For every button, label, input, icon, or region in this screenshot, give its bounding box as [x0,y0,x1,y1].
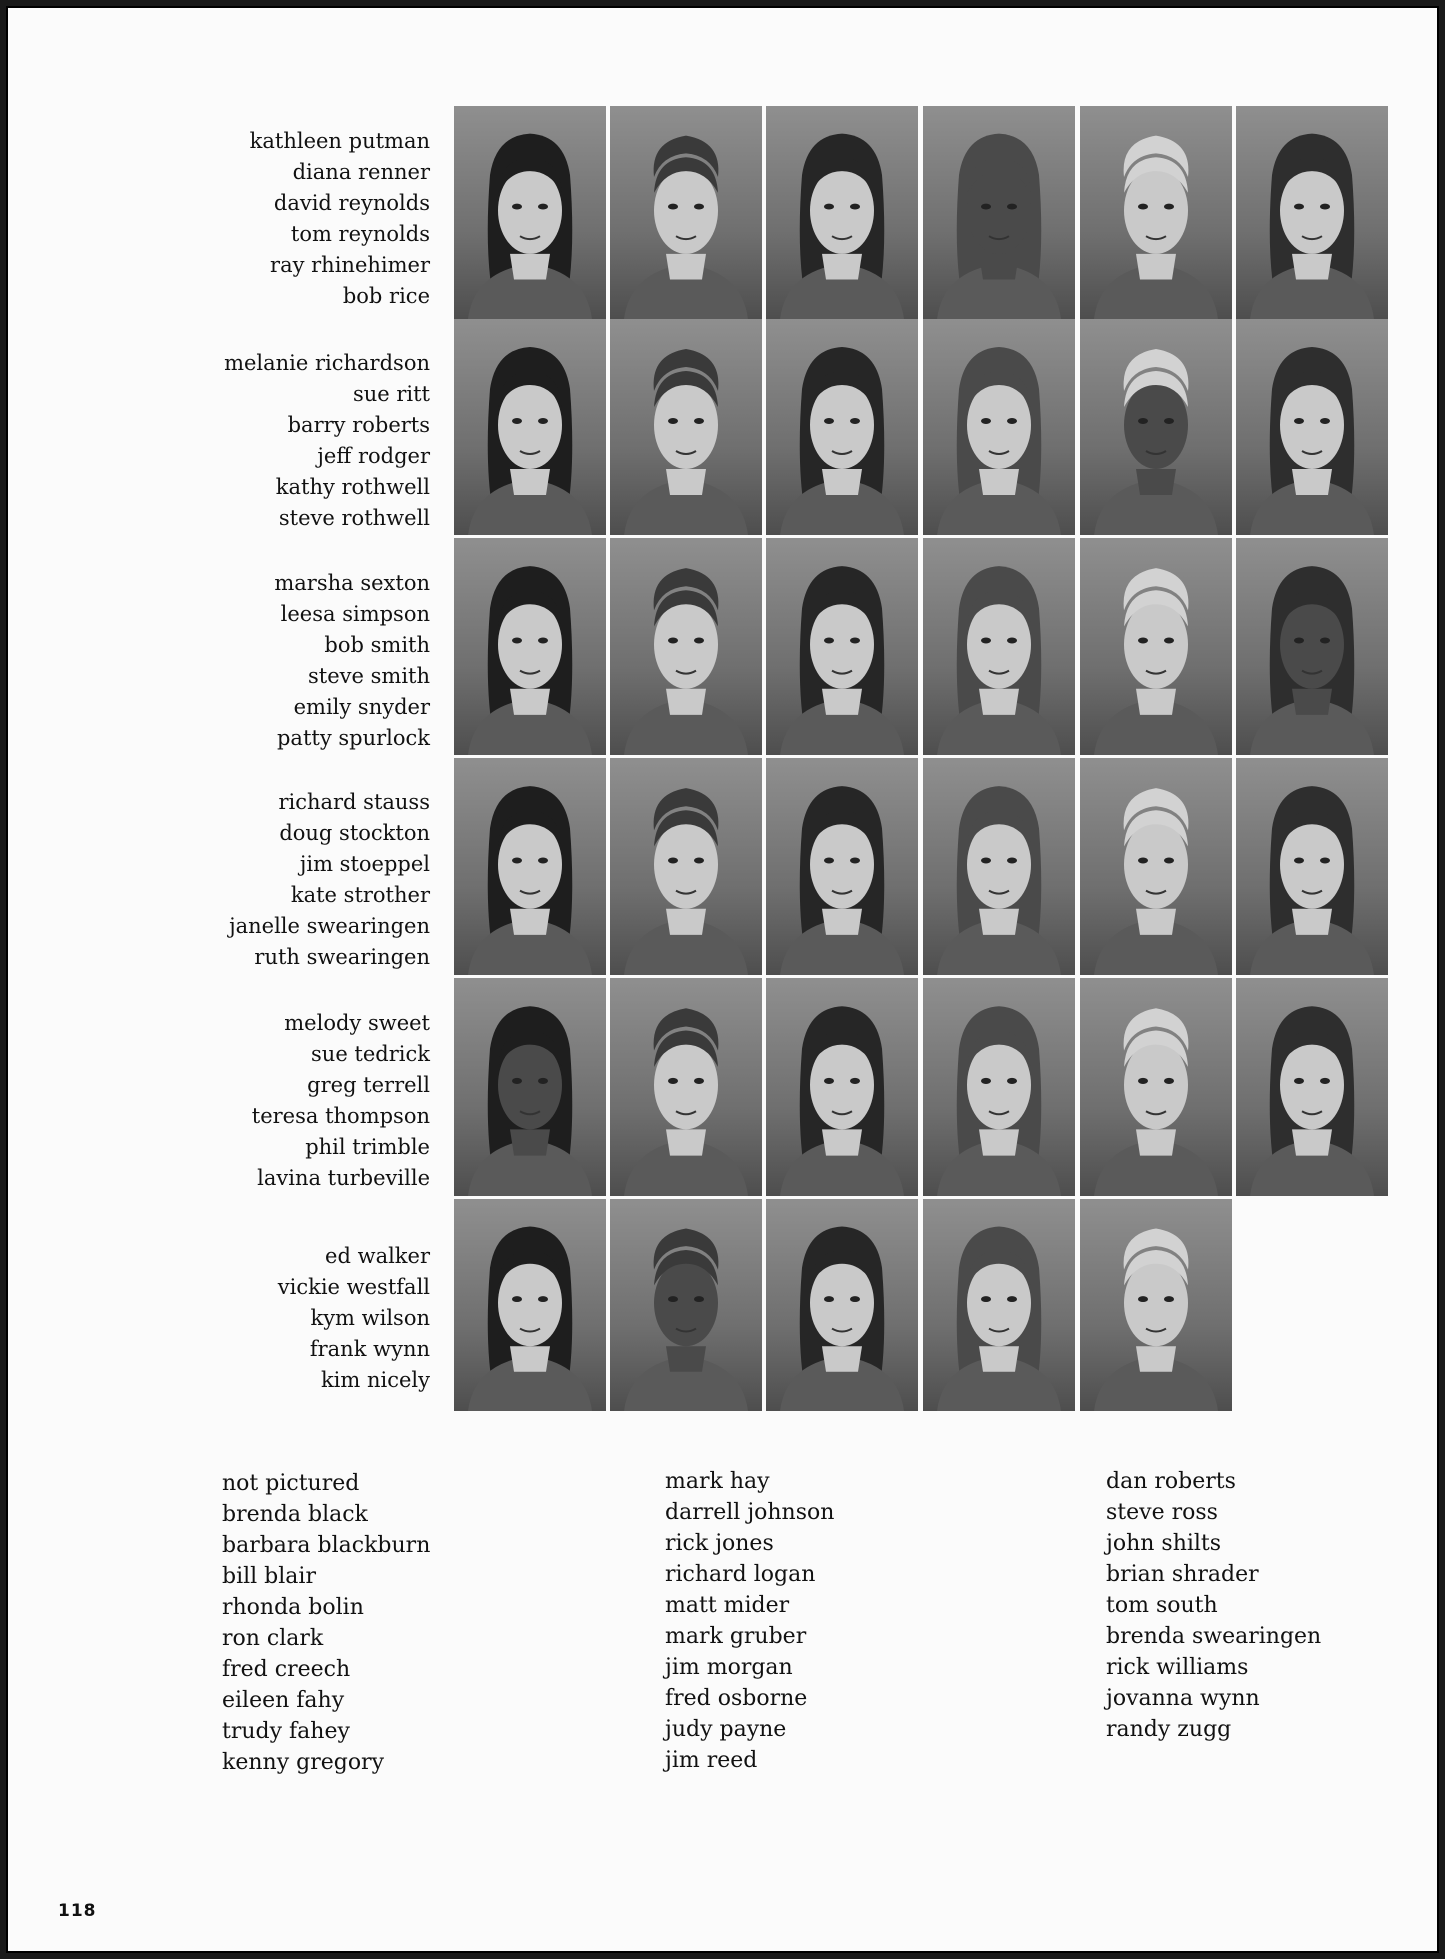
student-portrait [1236,319,1388,535]
student-name: kathy rothwell [275,475,430,499]
student-name: melanie richardson [224,351,430,375]
student-portrait [766,538,918,755]
student-portrait [610,106,762,319]
student-name: john shilts [1106,1531,1222,1556]
student-name: fred osborne [665,1686,808,1711]
student-name: mark hay [665,1469,770,1494]
not-pictured-column [222,1468,430,1778]
student-name: trudy fahey [222,1719,350,1744]
student-name: brian shrader [1106,1562,1259,1587]
student-portrait [454,978,606,1196]
student-name: kate strother [290,883,430,907]
student-portrait [766,106,918,319]
student-name: ruth swearingen [254,945,430,969]
student-portrait [923,758,1075,975]
student-portrait [766,758,918,975]
student-portrait [1236,538,1388,755]
student-portrait [454,106,606,319]
student-name: sue ritt [352,382,430,406]
student-portrait [766,319,918,535]
student-portrait [454,758,606,975]
student-name: bob smith [324,633,430,657]
student-name: tom reynolds [290,222,430,246]
student-name: kym wilson [310,1306,430,1330]
student-name: jim morgan [665,1655,793,1680]
student-portrait [766,978,918,1196]
student-portrait [610,319,762,535]
not-pictured-heading: not pictured [222,1471,360,1496]
student-portrait [454,1199,606,1411]
student-name: rick jones [665,1531,774,1556]
name-list [68,126,430,312]
student-portrait [454,319,606,535]
student-name: steve ross [1106,1500,1218,1525]
student-name: richard logan [665,1562,816,1587]
student-name: randy zugg [1106,1717,1232,1742]
student-name: rhonda bolin [222,1595,364,1620]
student-name: eileen fahy [222,1688,345,1713]
student-portrait [1236,106,1388,319]
yearbook-page [6,6,1439,1953]
student-name: brenda black [222,1502,368,1527]
name-list [68,348,430,534]
student-name: phil trimble [305,1135,430,1159]
student-name: leesa simpson [280,602,430,626]
student-name: jeff rodger [317,444,430,468]
student-name: ed walker [325,1244,430,1268]
student-portrait [610,978,762,1196]
student-name: kenny gregory [222,1750,385,1775]
not-pictured-column [1106,1466,1321,1745]
student-name: bob rice [342,284,430,308]
student-name: jim stoeppel [299,852,430,876]
student-portrait [1080,758,1232,975]
name-list [68,1241,430,1396]
student-portrait [454,538,606,755]
student-portrait [1236,978,1388,1196]
student-name: vickie westfall [277,1275,430,1299]
name-list [68,787,430,973]
student-name: barbara blackburn [222,1533,431,1558]
student-name: matt mider [665,1593,790,1618]
page-number: 118 [58,1901,97,1921]
student-name: steve smith [308,664,430,688]
student-portrait [1080,978,1232,1196]
student-portrait [610,538,762,755]
student-name: ron clark [222,1626,324,1651]
student-name: patty spurlock [276,726,430,750]
student-name: jim reed [665,1748,758,1773]
student-portrait [610,1199,762,1411]
student-portrait [1080,319,1232,535]
student-name: tom south [1106,1593,1218,1618]
student-name: darrell johnson [665,1500,835,1525]
student-name: melody sweet [284,1011,430,1035]
student-name: janelle swearingen [229,914,430,938]
student-name: steve rothwell [278,506,430,530]
student-name: teresa thompson [251,1104,430,1128]
student-name: rick williams [1106,1655,1249,1680]
student-portrait [1080,106,1232,319]
student-name: barry roberts [287,413,430,437]
name-list [68,1008,430,1194]
student-name: doug stockton [279,821,430,845]
student-name: richard stauss [278,790,430,814]
student-name: kathleen putman [249,129,430,153]
name-list [68,568,430,754]
student-portrait [923,978,1075,1196]
student-name: david reynolds [273,191,430,215]
student-name: greg terrell [307,1073,430,1097]
student-name: judy payne [665,1717,787,1742]
student-portrait [923,319,1075,535]
student-portrait [923,1199,1075,1411]
student-portrait [923,538,1075,755]
student-name: lavina turbeville [257,1166,430,1190]
student-name: brenda swearingen [1106,1624,1322,1649]
student-name: emily snyder [293,695,430,719]
student-portrait [1236,758,1388,975]
student-name: kim nicely [320,1368,430,1392]
student-name: marsha sexton [274,571,430,595]
student-name: ray rhinehimer [270,253,430,277]
student-name: diana renner [292,160,430,184]
student-name: dan roberts [1106,1469,1236,1494]
student-portrait [1080,538,1232,755]
student-name: frank wynn [309,1337,430,1361]
student-portrait [766,1199,918,1411]
student-name: mark gruber [665,1624,807,1649]
student-portrait [923,106,1075,319]
student-portrait [1080,1199,1232,1411]
student-name: sue tedrick [311,1042,430,1066]
student-portrait [610,758,762,975]
student-name: bill blair [222,1564,316,1589]
student-name: fred creech [222,1657,351,1682]
not-pictured-column [665,1466,834,1776]
student-name: jovanna wynn [1106,1686,1260,1711]
